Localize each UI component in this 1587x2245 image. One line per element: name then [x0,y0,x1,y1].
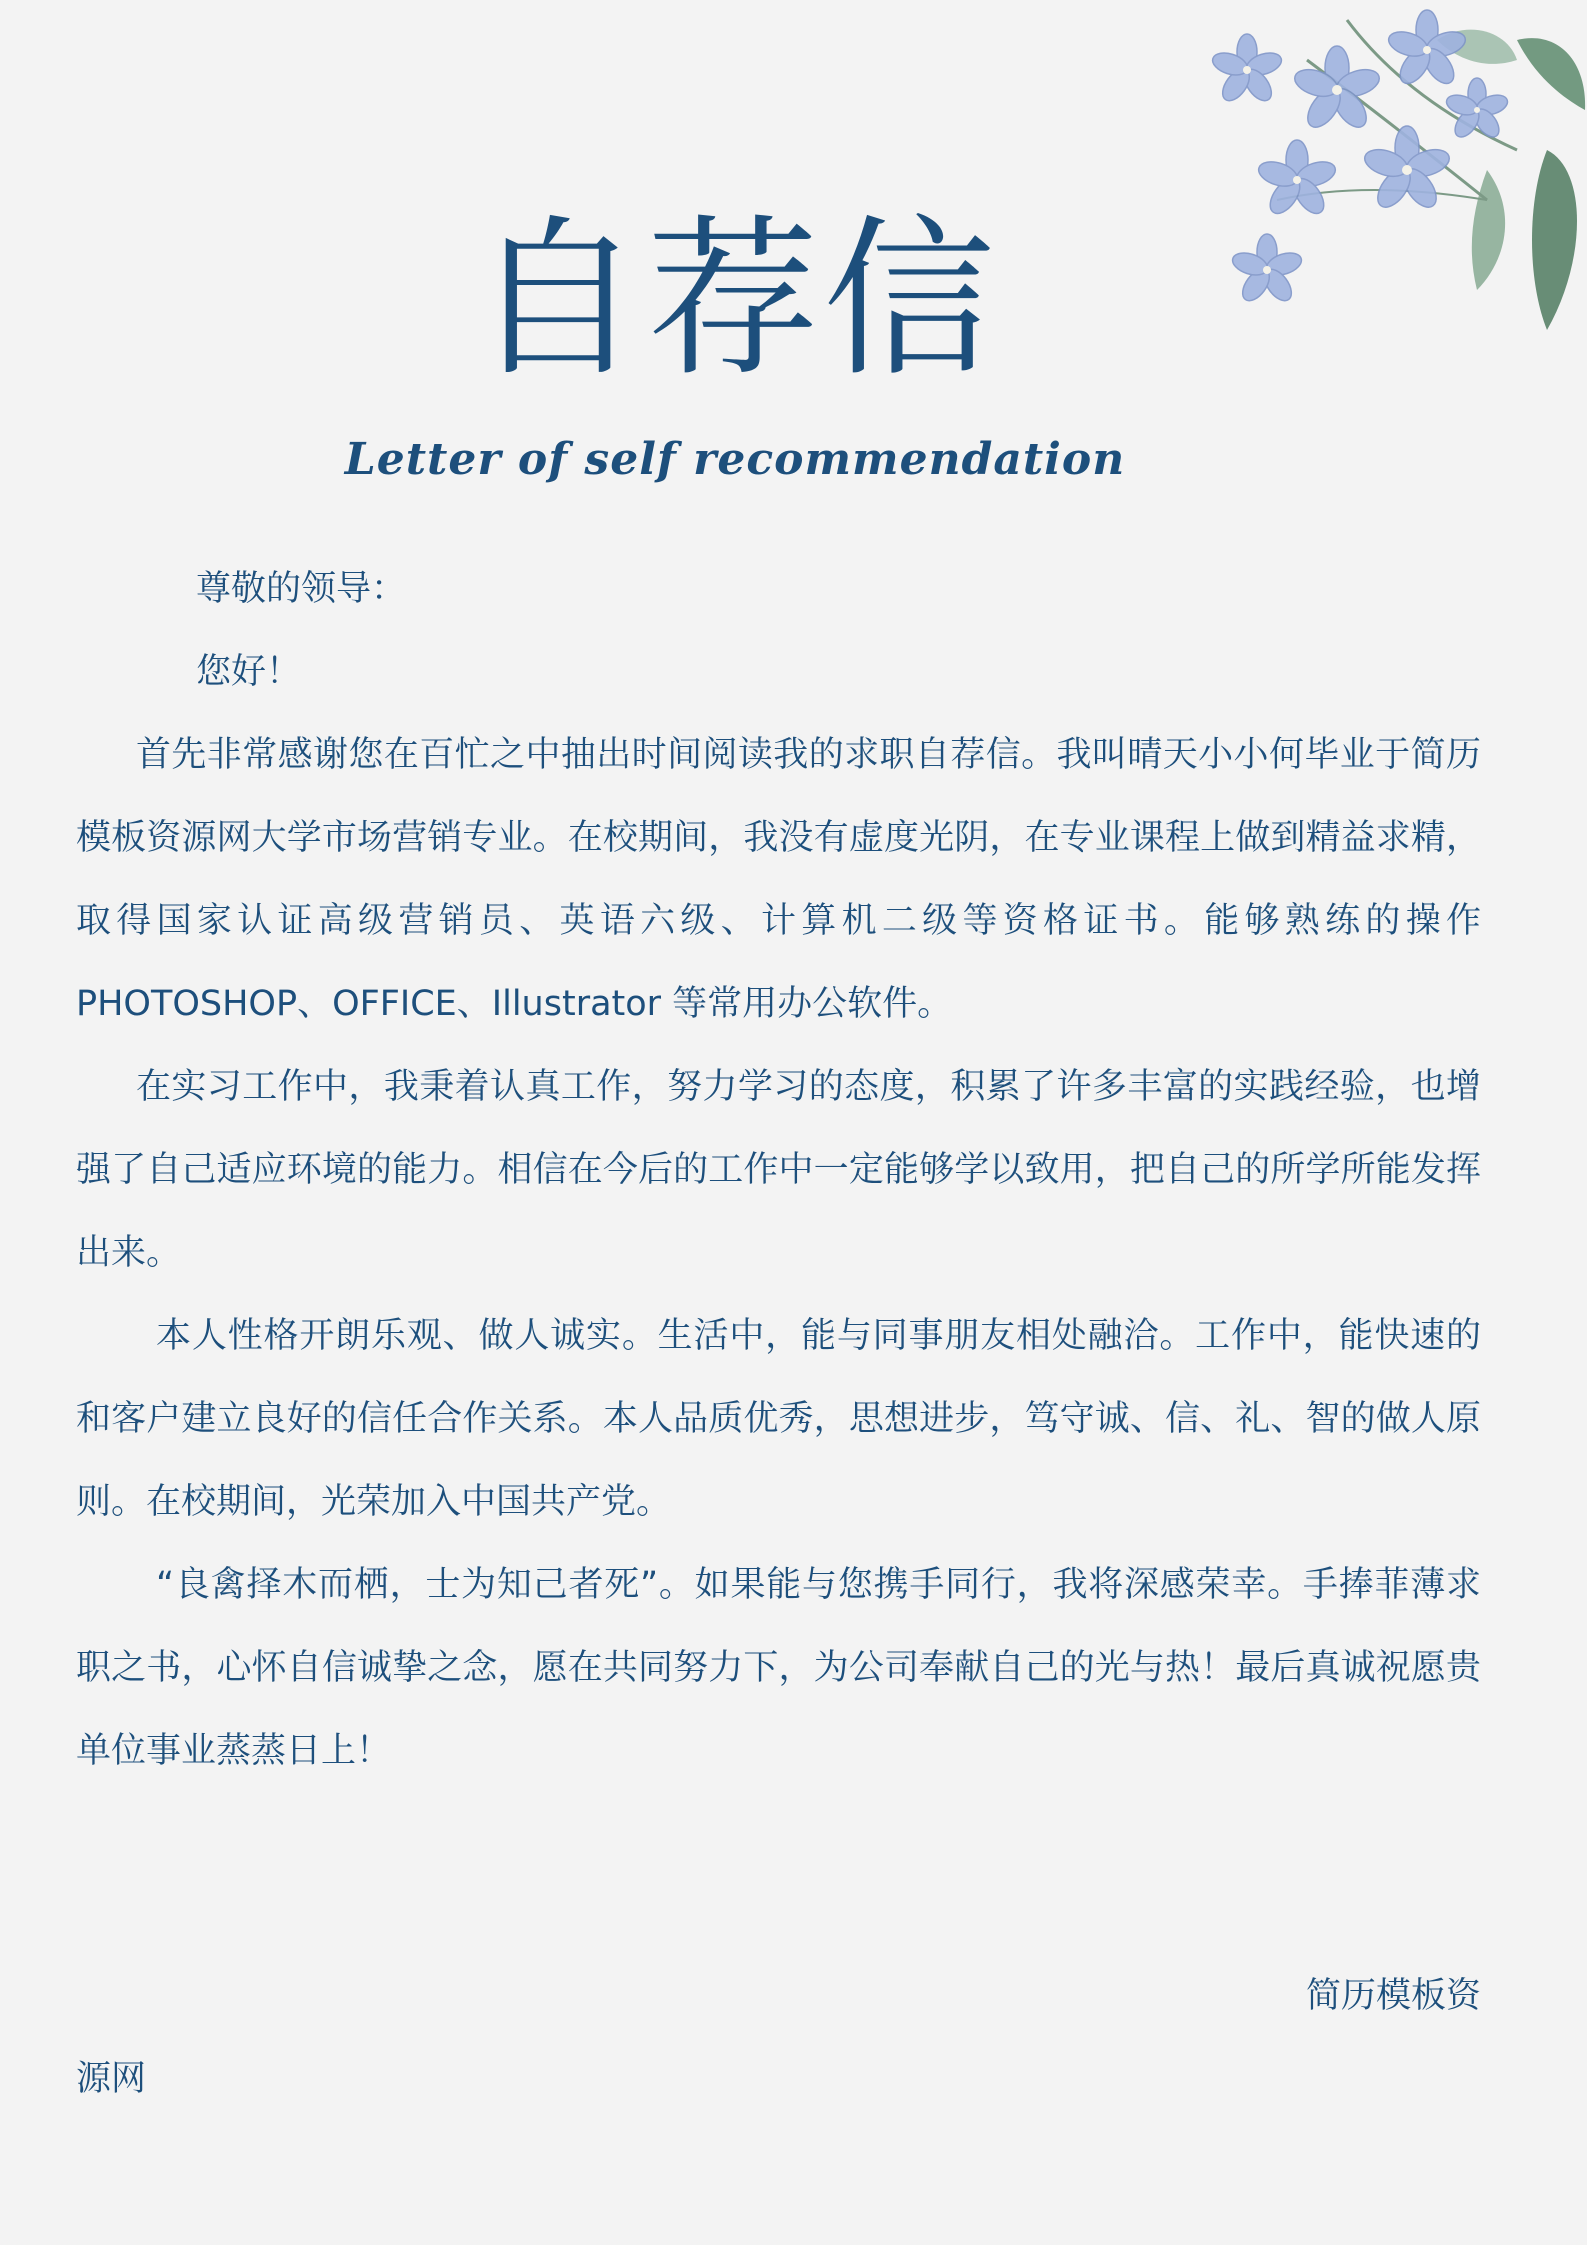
greeting: 您好！ [196,652,302,692]
page-title: 自荐信 [471,199,999,400]
paragraph-1: 首先非常感谢您在百忙之中抽出时间阅读我的求职自荐信。我叫晴天小小何毕业于简历模板资源网大学市场营销专业。在校期间，我没有虚度光阴，在专业课程上做到精益求精，取得国家认证高级营销员、英语六级、计算机二级等资格证书。能够熟练的操作 PHOTOSHOP、OFFICE、Illustrator 等常用办公软件。 [76,735,1481,1024]
paragraph-3: 本人性格开朗乐观、做人诚实。生活中，能与同事朋友相处融洽。工作中，能快速的和客户建立良好的信任合作关系。本人品质优秀，思想进步，笃守诚、信、礼、智的做人原则。在校期间，光荣加入中国共产党。 [76,1316,1481,1522]
signature-line-1: 简历模板资 [1305,1976,1481,2016]
paragraph-2: 在实习工作中，我秉着认真工作，努力学习的态度，积累了许多丰富的实践经验，也增强了自己适应环境的能力。相信在今后的工作中一定能够学以致用，把自己的所学所能发挥出来。 [76,1067,1481,1273]
letter-body [76,548,1481,1793]
page-subtitle: Letter of self recommendation [344,434,1126,485]
signature-line-2: 源网 [76,2059,147,2099]
salutation: 尊敬的领导： [196,569,407,609]
signature-block [76,1955,1481,2121]
paragraph-4: “良禽择木而栖，士为知己者死”。如果能与您携手同行，我将深感荣幸。手捧菲薄求职之书，心怀自信诚挚之念，愿在共同努力下，为公司奉献自己的光与热！最后真诚祝愿贵单位事业蒸蒸日上！ [76,1565,1481,1771]
